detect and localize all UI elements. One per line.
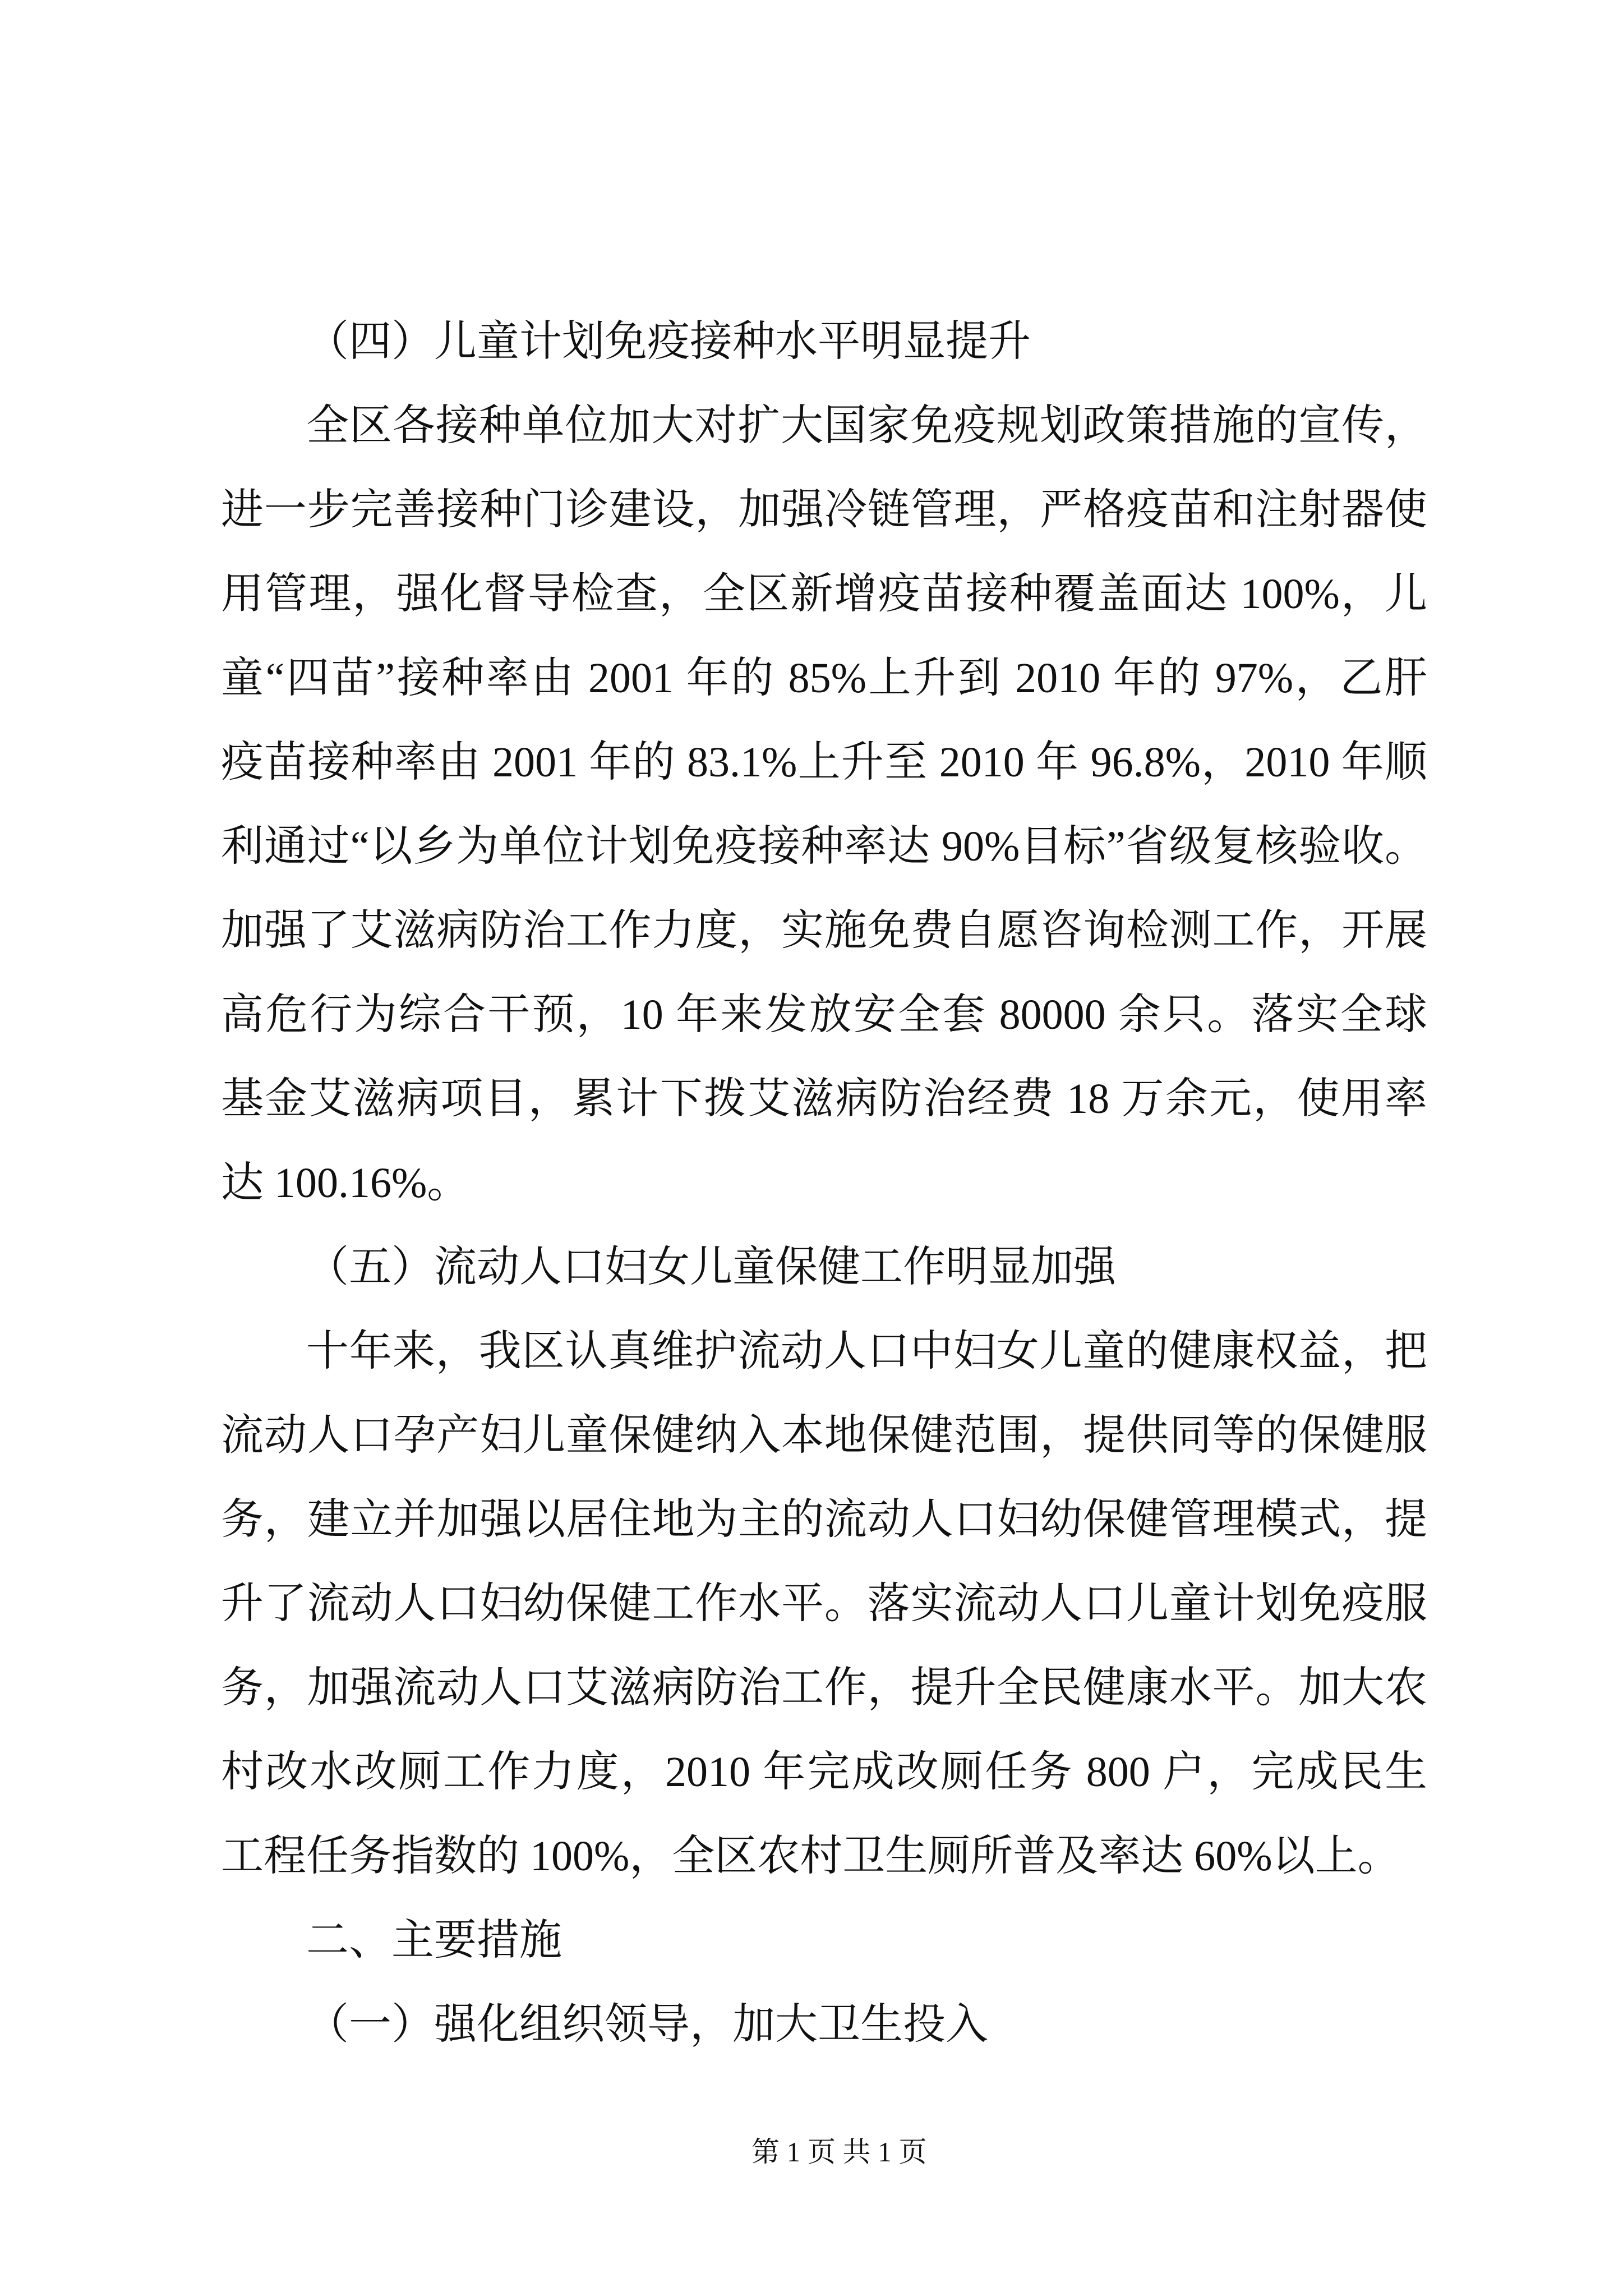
paragraph-line: 用管理，强化督导检查，全区新增疫苗接种覆盖面达 100%，儿 xyxy=(221,570,1427,618)
paragraph xyxy=(221,384,1427,1225)
paragraph xyxy=(221,1309,1427,1898)
paragraph-line: 进一步完善接种门诊建设，加强冷链管理，严格疫苗和注射器使 xyxy=(221,486,1427,533)
paragraph-line: 加强了艾滋病防治工作力度，实施免费自愿咨询检测工作，开展 xyxy=(221,907,1427,954)
paragraph-line: 童“四苗”接种率由 2001 年的 85%上升到 2010 年的 97%，乙肝 xyxy=(221,655,1427,702)
chapter-heading: 二、主要措施 xyxy=(306,1917,562,1964)
paragraph-line: 十年来，我区认真维护流动人口中妇女儿童的健康权益，把 xyxy=(306,1328,1427,1375)
document-body xyxy=(221,300,1427,2067)
page-footer: 第 1 页 共 1 页 xyxy=(751,2136,927,2168)
paragraph-line: 村改水改厕工作力度，2010 年完成改厕任务 800 户，完成民生 xyxy=(221,1749,1427,1796)
paragraph-line: 升了流动人口妇幼保健工作水平。落实流动人口儿童计划免疫服 xyxy=(221,1580,1427,1627)
section-heading: （五）流动人口妇女儿童保健工作明显加强 xyxy=(306,1244,1116,1291)
paragraph-line: 全区各接种单位加大对扩大国家免疫规划政策措施的宣传， xyxy=(306,402,1427,449)
section-heading: （四）儿童计划免疫接种水平明显提升 xyxy=(306,318,1031,365)
paragraph-line: 疫苗接种率由 2001 年的 83.1%上升至 2010 年 96.8%，2010 年顺 xyxy=(221,739,1427,786)
paragraph-line: 务，建立并加强以居住地为主的流动人口妇幼保健管理模式，提 xyxy=(221,1496,1427,1543)
paragraph-line: 工程任务指数的 100%，全区农村卫生厕所普及率达 60%以上。 xyxy=(221,1833,1400,1880)
section-heading: （一）强化组织领导，加大卫生投入 xyxy=(306,2001,988,2048)
paragraph-line: 流动人口孕产妇儿童保健纳入本地保健范围，提供同等的保健服 xyxy=(221,1412,1427,1459)
paragraph-line: 达 100.16%。 xyxy=(221,1159,470,1207)
paragraph-line: 高危行为综合干预，10 年来发放安全套 80000 余只。落实全球 xyxy=(221,991,1427,1038)
paragraph-line: 利通过“以乡为单位计划免疫接种率达 90%目标”省级复核验收。 xyxy=(221,823,1427,870)
paragraph-line: 务，加强流动人口艾滋病防治工作，提升全民健康水平。加大农 xyxy=(221,1664,1427,1711)
paragraph-line: 基金艾滋病项目，累计下拨艾滋病防治经费 18 万余元，使用率 xyxy=(221,1075,1427,1122)
